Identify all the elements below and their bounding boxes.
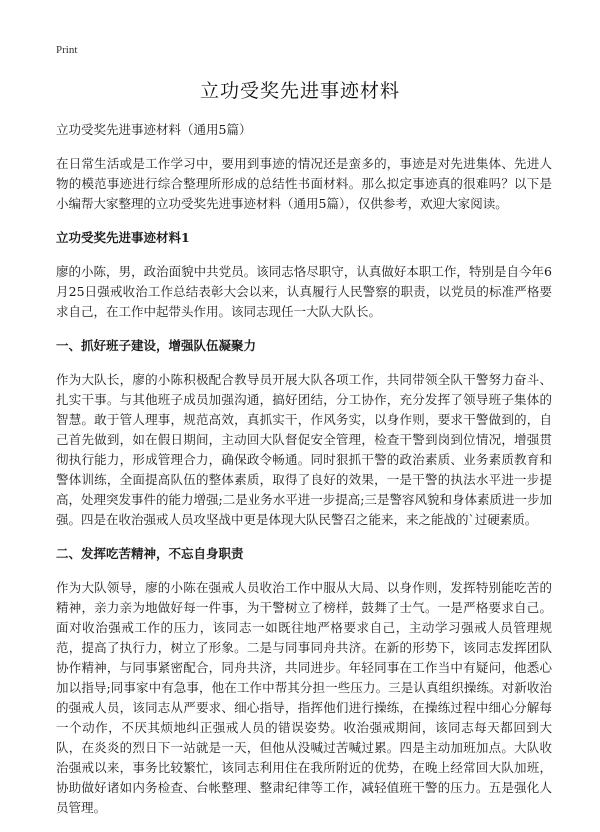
intro-paragraph: 在日常生活或是工作学习中，要用到事迹的情况还是蛮多的，事迹是对先进集体、先进人物的模范事迹进行综合整理所形成的总结性书面材料。那么拟定事迹真的很难吗？以下是小编帮大家整理的立功受奖先进事迹材料（通用5篇），仅供参考，欢迎大家阅读。 <box>56 156 552 211</box>
print-label[interactable]: Print <box>56 44 78 56</box>
document-title: 立功受奖先进事迹材料 <box>199 80 400 102</box>
section-heading-1: 一、抓好班子建设，增强队伍凝聚力 <box>56 338 257 353</box>
document-body <box>56 120 552 832</box>
body-paragraph-1: 作为大队长，廖的小陈积极配合教导员开展大队各项工作，共同带领全队干警努力奋斗、扎实干事。与其他班子成员加强沟通，搞好团结，分工协作，充分发挥了领导班子集体的智慧。敢于管人理事，规范高效，真抓实干，作风务实，以身作则，要求干警做到的，自己首先做到，如在假日期间，主动回大队督促安全管理，检查干警到岗到位情况，增强贯彻执行能力，形成管理合力，确保政令畅通。同时狠抓干警的政治素质、业务素质教育和警体训练，全面提高队伍的整体素质，取得了良好的效果，一是干警的执法水平进一步提高，处理突发事件的能力增强;二是业务水平进一步提高;三是警容风貌和身体素质进一步加强。四是在收治强戒人员攻坚战中更是体现大队民警召之能来，来之能战的`过硬素质。 <box>56 372 552 527</box>
section-heading-2: 二、发挥吃苦精神，不忘自身职责 <box>56 546 244 561</box>
section-title: 立功受奖先进事迹材料1 <box>56 230 190 245</box>
section-paragraph-1: 廖的小陈，男，政治面貌中共党员。该同志恪尽职守，认真做好本职工作，特别是自今年6月25日强戒收治工作总结表彰大会以来，认真履行人民警察的职责，以党员的标准严格要求自己，在工作中起带头作用。该同志现任一大队大队长。 <box>56 264 552 319</box>
document-subtitle: 立功受奖先进事迹材料（通用5篇） <box>56 122 252 137</box>
body-paragraph-2: 作为大队领导，廖的小陈在强戒人员收治工作中服从大局、以身作则，发挥特别能吃苦的精神，亲力亲为地做好每一件事，为干警树立了榜样，鼓舞了士气。一是严格要求自己。面对收治强戒工作的压力，该同志一如既往地严格要求自己，主动学习强戒人员管理规范，提高了执行力，树立了形象。二是与同事同舟共济。在新的形势下，该同志发挥团队协作精神，与同事紧密配合，同舟共济，共同进步。年轻同事在工作当中有疑问，他悉心加以指导;同事家中有急事，他在工作中帮其分担一些压力。三是认真组织操练。对新收治的强戒人员，该同志从严要求、细心指导，指挥他们进行操练，在操练过程中细心分解每一个动作，不厌其烦地纠正强戒人员的错误姿势。收治强戒期间，该同志每天都回到大队，在炎炎的烈日下一站就是一天，但他从没喊过苦喊过累。四是主动加班加点。大队收治强戒以来，事务比较繁忙，该同志利用住在我所附近的优势，在晚上经常回大队加班，协助做好诸如内务检查、台帐整理、整肃纪律等工作，减轻值班干警的压力。五是强化人员管理。 <box>56 580 552 815</box>
